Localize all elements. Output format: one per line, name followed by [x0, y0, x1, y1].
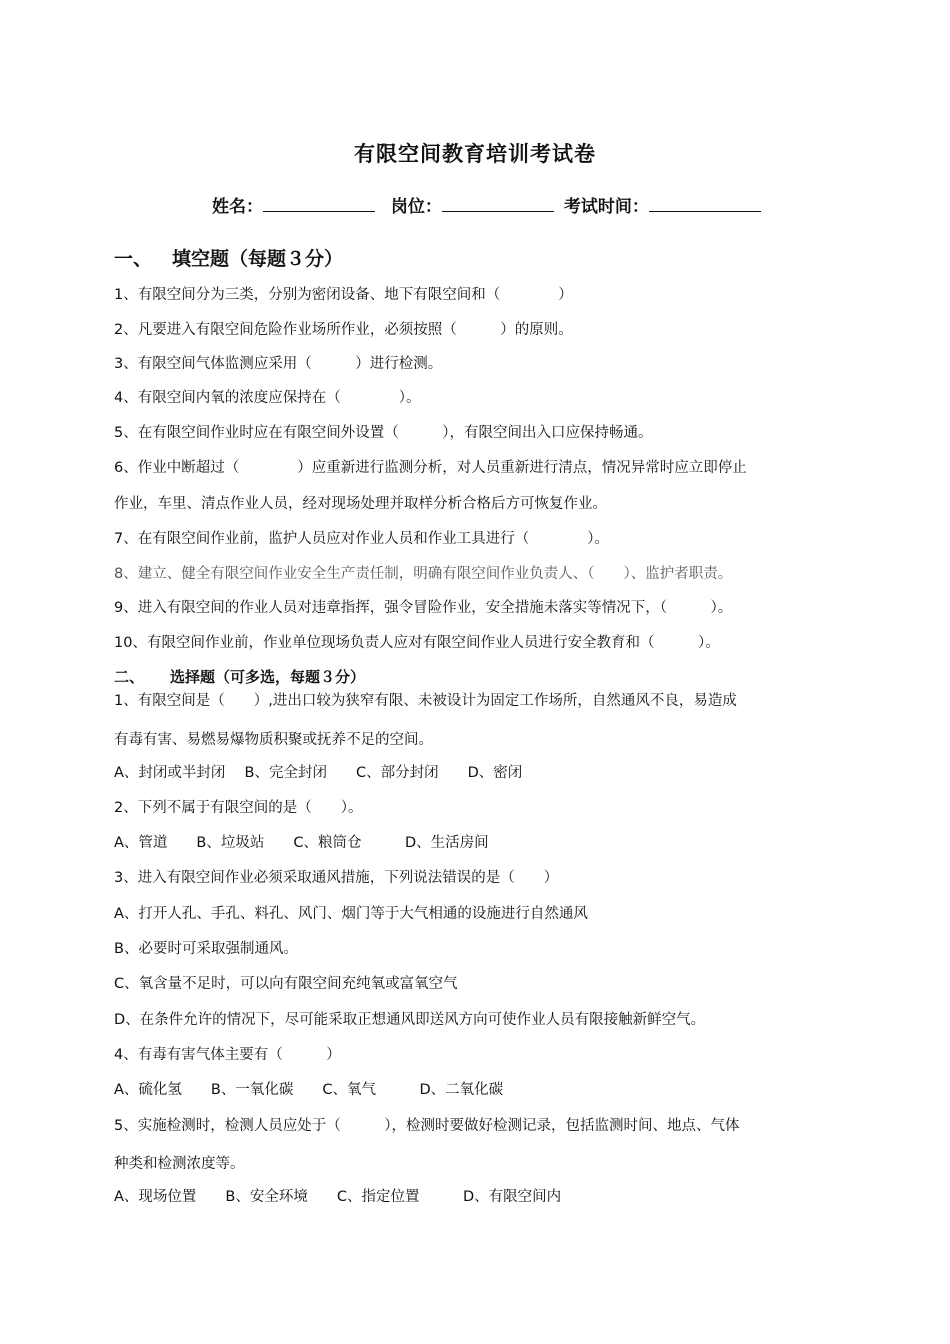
candidate-info-row [212, 192, 771, 217]
section-number: 一、 [114, 248, 153, 270]
question-line: 1、有限空间分为三类，分别为密闭设备、地下有限空间和（ ） [114, 287, 573, 303]
exam-time-blank[interactable] [649, 197, 761, 212]
post-label: 岗位： [390, 197, 442, 217]
question-line: 5、实施检测时，检测人员应处于（ ），检测时要做好检测记录，包括监测时间、地点、气体 [114, 1118, 740, 1134]
option-line: A、现场位置 B、安全环境 C、指定位置 D、有限空间内 [114, 1189, 562, 1205]
question-line: 2、下列不属于有限空间的是（ ）。 [114, 800, 363, 816]
question-line: 种类和检测浓度等。 [114, 1156, 245, 1172]
section-title: 选择题（可多选，每题３分） [170, 668, 366, 686]
exam-time-label: 考试时间： [563, 197, 649, 217]
section-fill-in-heading [114, 244, 343, 271]
section-number: 二、 [114, 668, 145, 686]
question-line: 8、建立、健全有限空间作业安全生产责任制，明确有限空间作业负责人、（ ）、监护者职责。 [114, 566, 733, 582]
question-line: 2、凡要进入有限空间危险作业场所作业，必须按照（ ）的原则。 [114, 322, 573, 338]
question-line: 4、有毒有害气体主要有（ ） [114, 1047, 341, 1063]
post-blank[interactable] [442, 197, 554, 212]
option-line: A、管道 B、垃圾站 C、粮筒仓 D、生活房间 [114, 835, 489, 851]
question-line: 有毒有害、易燃易爆物质积聚或抚养不足的空间。 [114, 732, 433, 748]
question-line: 5、在有限空间作业时应在有限空间外设置（ ），有限空间出入口应保持畅通。 [114, 425, 653, 441]
name-blank[interactable] [263, 197, 375, 212]
option-line: A、打开人孔、手孔、料孔、风门、烟门等于大气相通的设施进行自然通风 [114, 906, 588, 922]
section-title: 填空题（每题３分） [172, 248, 344, 270]
name-label: 姓名： [212, 197, 263, 217]
question-line: 6、作业中断超过（ ）应重新进行监测分析，对人员重新进行清点，情况异常时应立即停止 [114, 460, 747, 476]
question-line: 9、进入有限空间的作业人员对违章指挥，强令冒险作业，安全措施未落实等情况下，（ ）。 [114, 600, 733, 616]
question-line: 4、有限空间内氧的浓度应保持在（ ）。 [114, 390, 421, 406]
section-choice-heading [114, 666, 365, 687]
question-line: 10、有限空间作业前，作业单位现场负责人应对有限空间作业人员进行安全教育和（ ）。 [114, 635, 720, 651]
question-line: 作业，车里、清点作业人员，经对现场处理并取样分析合格后方可恢复作业。 [114, 496, 607, 512]
option-line: D、在条件允许的情况下，尽可能采取正想通风即送风方向可使作业人员有限接触新鲜空气。 [114, 1012, 706, 1028]
question-line: 7、在有限空间作业前，监护人员应对作业人员和作业工具进行（ ）。 [114, 531, 609, 547]
option-line: C、氧含量不足时，可以向有限空间充纯氧或富氧空气 [114, 976, 458, 992]
question-line: 1、有限空间是（ ）,进出口较为狭窄有限、未被设计为固定工作场所，自然通风不良，易造成 [114, 693, 737, 709]
option-line: A、封闭或半封闭 B、完全封闭 C、部分封闭 D、密闭 [114, 765, 523, 781]
option-line: A、硫化氢 B、一氧化碳 C、氧气 D、二氧化碳 [114, 1082, 504, 1098]
option-line: B、必要时可采取强制通风。 [114, 941, 298, 957]
question-line: 3、有限空间气体监测应采用（ ）进行检测。 [114, 356, 443, 372]
page-title: 有限空间教育培训考试卷 [354, 142, 596, 166]
question-line: 3、进入有限空间作业必须采取通风措施，下列说法错误的是（ ） [114, 870, 559, 886]
